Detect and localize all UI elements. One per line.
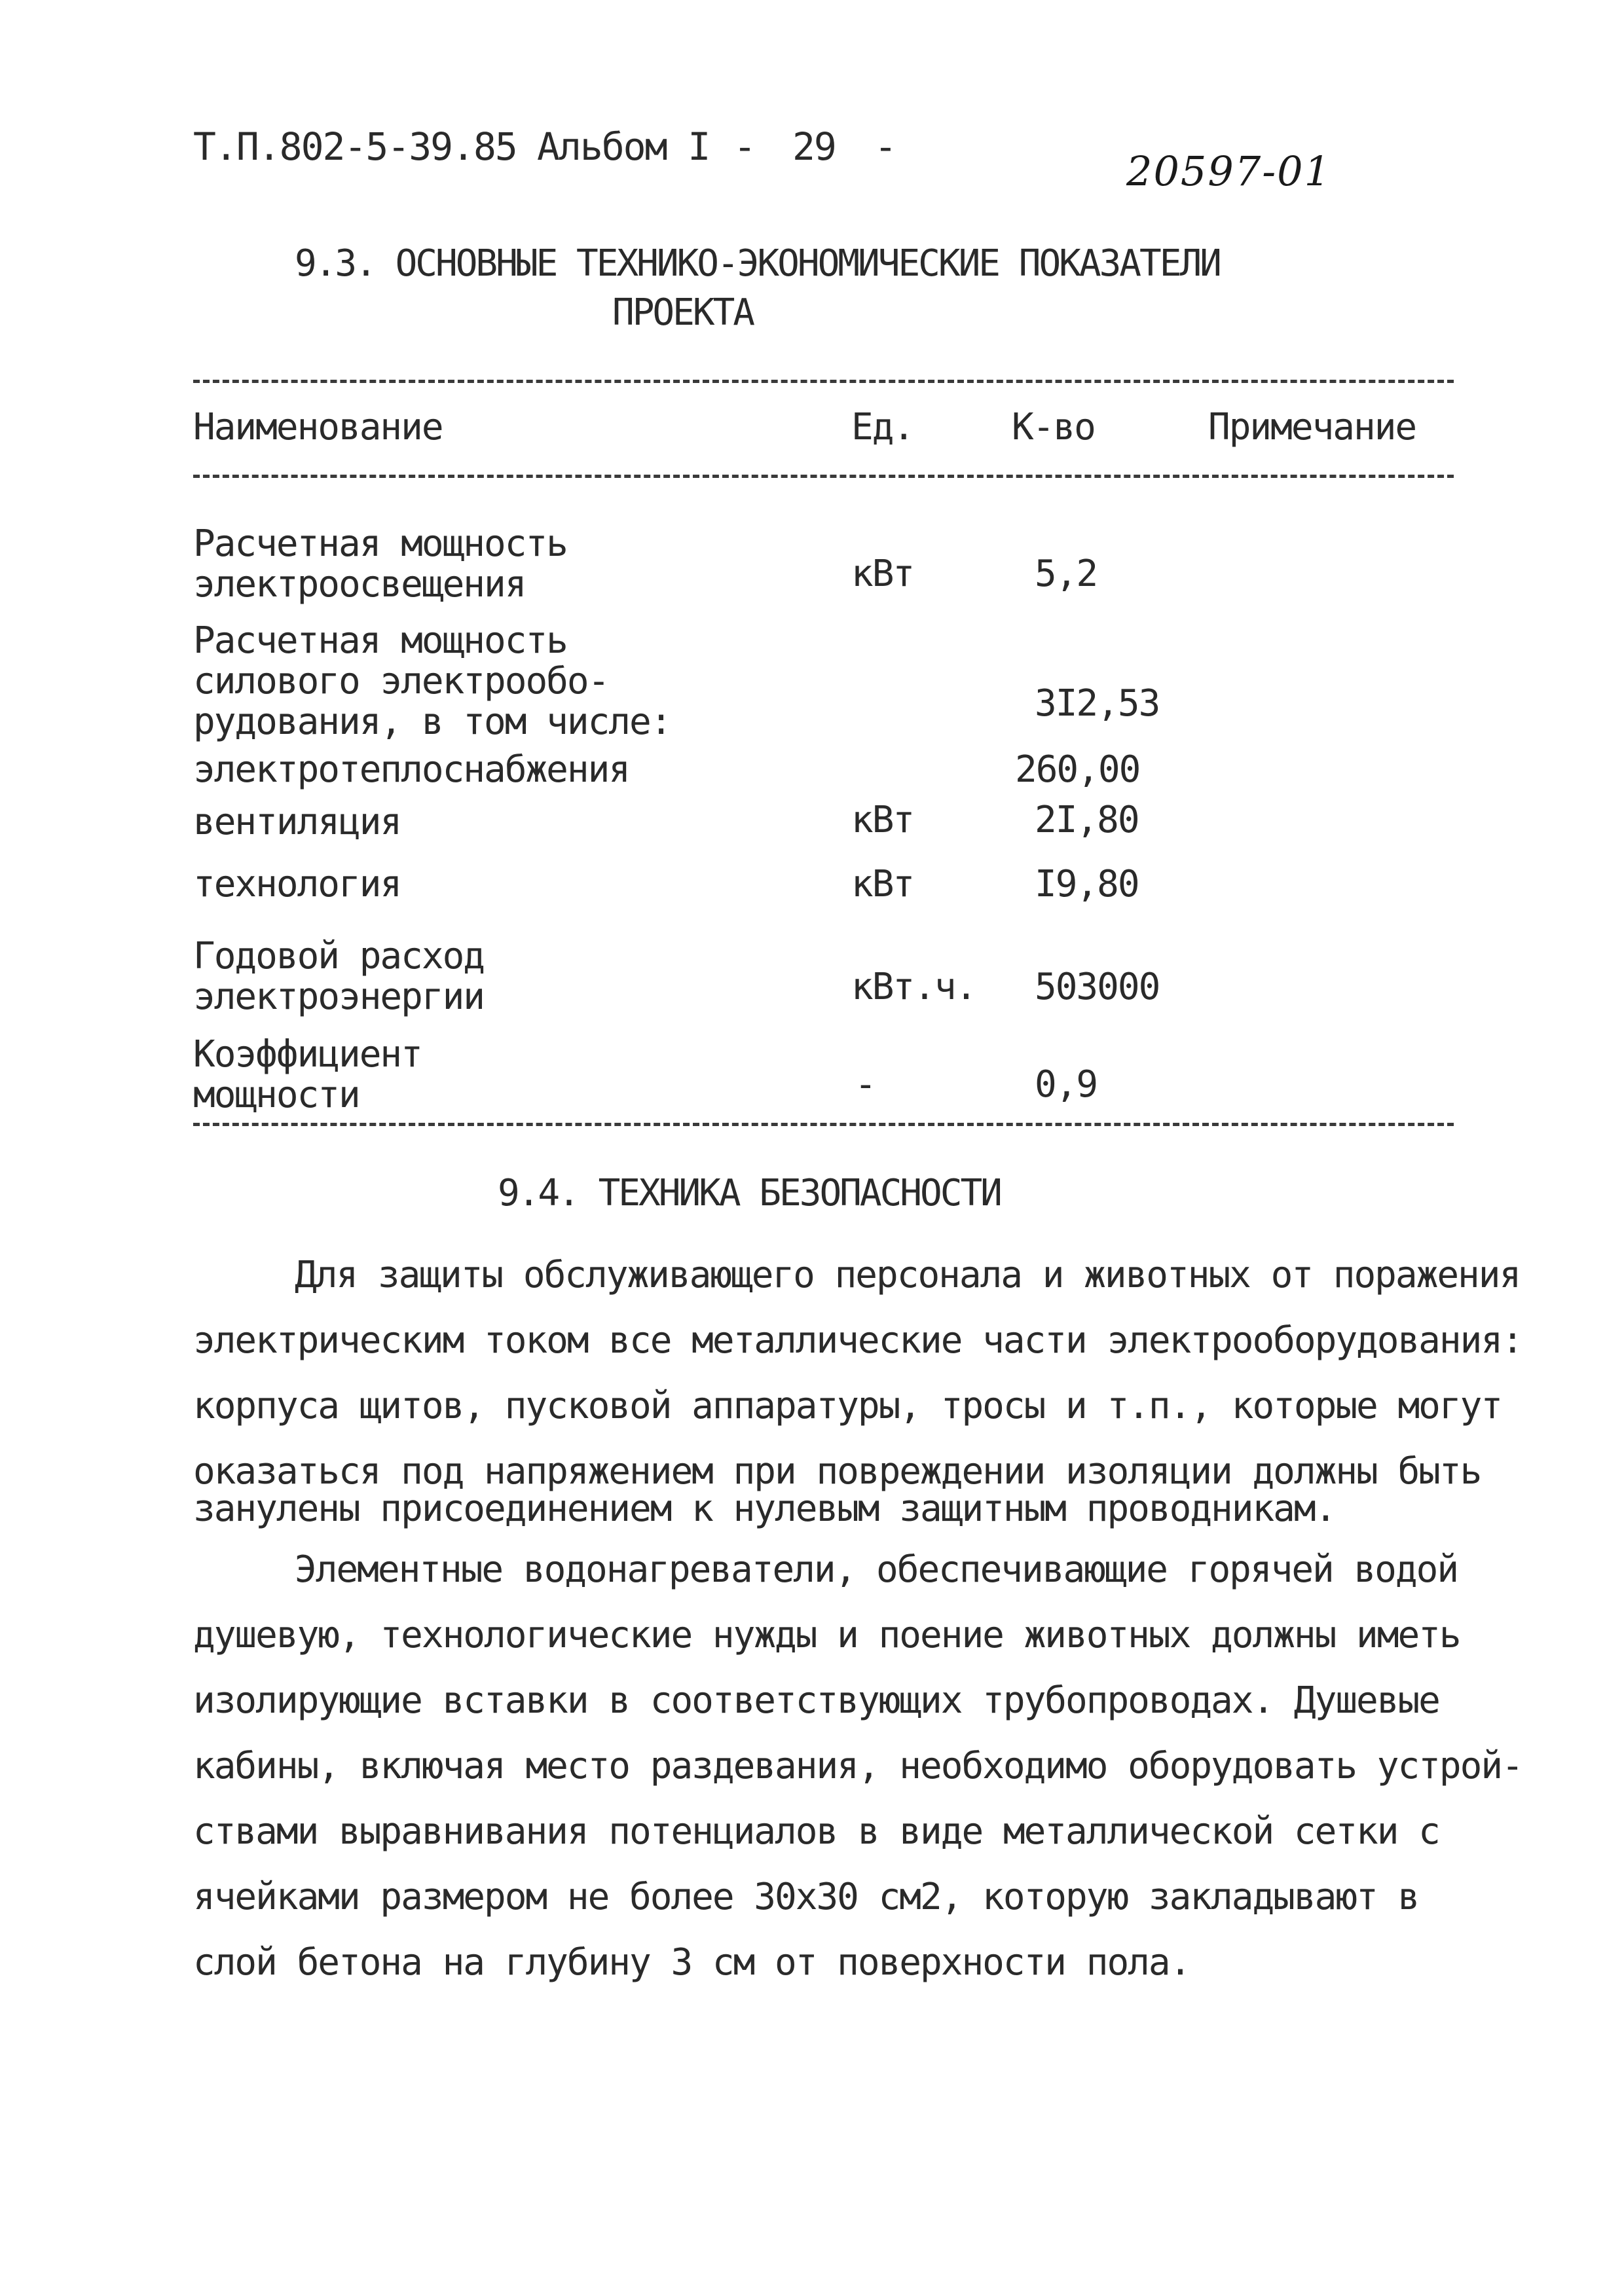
paragraph-line: корпуса щитов, пусковой аппаратуры, тросы и т.п., которые могут — [193, 1385, 1502, 1427]
table-row-qty: 2I,80 — [1035, 799, 1139, 841]
paragraph-line: оказаться под напряжением при повреждении изоляции должны быть — [193, 1450, 1481, 1493]
section-title-9-4: 9.4. ТЕХНИКА БЕЗОПАСНОСТИ — [498, 1172, 1001, 1214]
paragraph-line: ствами выравнивания потенциалов в виде металлической сетки с — [193, 1810, 1439, 1853]
table-row-name: Коэффициент мощности — [193, 1033, 422, 1116]
header-separator: - — [733, 124, 755, 169]
table-bottom-rule — [193, 1123, 1454, 1126]
table-row-name: Годовой расход электроэнергии — [193, 935, 485, 1018]
table-row-name: технология — [193, 863, 401, 905]
document-code: Т.П.802-5-39.85 — [193, 124, 517, 169]
table-row-unit: кВт.ч. — [851, 966, 976, 1008]
table-row-name: Расчетная мощность силового электрообо- рудования, в том числе: — [193, 619, 671, 743]
column-header-note: Примечание — [1208, 406, 1416, 448]
table-row-name: электротеплоснабжения — [193, 748, 630, 791]
table-row-name: Расчетная мощность электроосвещения — [193, 522, 567, 606]
table-row-name: вентиляция — [193, 801, 401, 843]
table-header-rule — [193, 475, 1454, 478]
table-row-qty: 3I2,53 — [1035, 682, 1160, 725]
table-row-qty: 260,00 — [1015, 748, 1140, 791]
album-label: Альбом I — [537, 124, 710, 169]
column-header-unit: Ед. — [851, 406, 914, 448]
paragraph-line: душевую, технологические нужды и поение животных должны иметь — [193, 1614, 1460, 1656]
page-number: 29 — [792, 124, 836, 169]
handwritten-number: 20597-01 — [1126, 147, 1332, 195]
table-row-qty: I9,80 — [1035, 863, 1139, 905]
column-header-name: Наименование — [193, 406, 443, 448]
paragraph-line: ячейками размером не более 30х30 см2, которую закладывают в — [193, 1876, 1419, 1918]
table-row-qty: 503000 — [1035, 966, 1160, 1008]
header-trail-dash: - — [874, 124, 896, 169]
table-row-unit: - — [855, 1063, 876, 1106]
paragraph-line: занулены присоединением к нулевым защитным проводникам. — [193, 1487, 1336, 1530]
table-top-rule — [193, 380, 1454, 383]
paragraph-line: изолирующие вставки в соответствующих трубопроводах. Душевые — [193, 1679, 1439, 1722]
table-row-unit: кВт — [851, 553, 914, 595]
table-row-qty: 0,9 — [1035, 1063, 1098, 1106]
paragraph-line: кабины, включая место раздевания, необходимо оборудовать устрой- — [193, 1745, 1522, 1787]
table-row-unit: кВт — [851, 799, 914, 841]
paragraph-line: электрическим током все металлические части электрооборудования: — [193, 1319, 1522, 1362]
paragraph-line: слой бетона на глубину 3 см от поверхности пола. — [193, 1941, 1190, 1984]
section-title-9-3-line2: ПРОЕКТА — [612, 291, 754, 334]
paragraph-line: Для защиты обслуживающего персонала и животных от поражения — [295, 1254, 1521, 1296]
section-title-9-3: 9.3. ОСНОВНЫЕ ТЕХНИКО-ЭКОНОМИЧЕСКИЕ ПОКАЗАТЕЛИ — [295, 242, 1220, 285]
table-row-unit: кВт — [851, 863, 914, 905]
column-header-qty: К-во — [1012, 406, 1095, 448]
paragraph-line: Элементные водонагреватели, обеспечивающие горячей водой — [295, 1548, 1458, 1591]
table-row-qty: 5,2 — [1035, 553, 1098, 595]
